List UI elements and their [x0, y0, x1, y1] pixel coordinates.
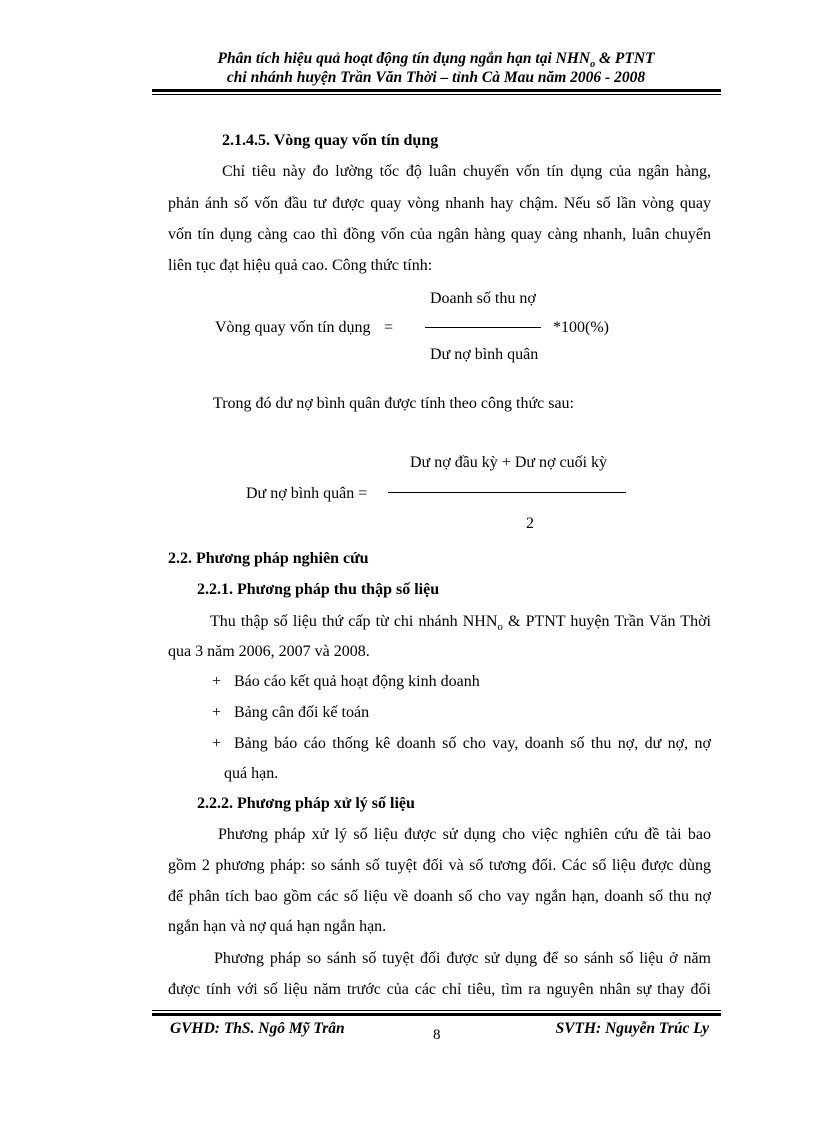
bullet-marker-1: + — [212, 673, 222, 690]
formula1-fraction-bar — [425, 327, 541, 328]
header-rule-thick — [152, 89, 721, 92]
formula2-numerator: Dư nợ đầu kỳ + Dư nợ cuối kỳ — [410, 454, 608, 471]
bullet-marker-3: + — [212, 735, 222, 752]
formula1-denominator: Dư nợ bình quân — [430, 346, 539, 363]
header-rule-thin — [152, 94, 721, 95]
running-header-line-2: chi nhánh huyện Trần Văn Thời – tỉnh Cà Mau năm 2006 - 2008 — [226, 69, 646, 86]
para-222b-line-2: được tính với số liệu năm trước của các chỉ tiêu, tìm ra nguyên nhân sự thay đổi — [168, 981, 711, 998]
footer-rule-thin — [152, 1010, 721, 1011]
para-222-line-4: ngắn hạn và nợ quá hạn ngắn hạn. — [168, 918, 387, 935]
formula2-denominator: 2 — [526, 515, 534, 532]
header-subscript: o — [590, 59, 596, 71]
para-222b-line-1: Phương pháp so sánh số tuyệt đối được sử dụng để so sánh số liệu ở năm — [214, 950, 711, 967]
footer-student: SVTH: Nguyễn Trúc Ly — [555, 1020, 709, 1037]
para-222-line-3: để phân tích bao gồm các số liệu về doanh số cho vay ngắn hạn, doanh số thu nợ — [168, 888, 711, 905]
para-2145-line-2: phản ánh số vốn đầu tư được quay vòng nhanh hay chậm. Nếu số lần vòng quay — [168, 195, 711, 212]
formula1-numerator: Doanh số thu nợ — [430, 290, 536, 307]
footer-supervisor: GVHD: ThS. Ngô Mỹ Trân — [170, 1020, 345, 1037]
formula1-lhs: Vòng quay vốn tín dụng — [215, 319, 371, 336]
formula2-intro: Trong đó dư nợ bình quân được tính theo công thức sau: — [213, 395, 574, 412]
heading-222: 2.2.2. Phương pháp xử lý số liệu — [197, 795, 415, 812]
formula2-lhs: Dư nợ bình quân = — [246, 485, 368, 502]
bullet-item-3: Bảng báo cáo thống kê doanh số cho vay, doanh số thu nợ, dư nợ, nợ — [234, 735, 711, 752]
heading-221: 2.2.1. Phương pháp thu thập số liệu — [197, 581, 440, 598]
para-2145-line-4: liên tục đạt hiệu quả cao. Công thức tính: — [168, 257, 433, 274]
page-number: 8 — [433, 1027, 441, 1043]
para-222-line-2: gồm 2 phương pháp: so sánh số tuyệt đối và số tương đối. Các số liệu được dùng — [168, 857, 711, 874]
para-2145-line-1: Chỉ tiêu này đo lường tốc độ luân chuyển vốn tín dụng của ngân hàng, — [222, 163, 711, 180]
heading-22: 2.2. Phương pháp nghiên cứu — [168, 550, 369, 567]
para-221-line-2: qua 3 năm 2006, 2007 và 2008. — [168, 643, 370, 660]
bullet-item-2: Bảng cân đối kế toán — [234, 704, 370, 721]
para-221-line-1: Thu thập số liệu thứ cấp từ chi nhánh $NHN_o$ & PTNT huyện Trần Văn Thời — [210, 613, 711, 634]
bullet-item-3-cont: quá hạn. — [224, 765, 279, 782]
formula1-suffix: *100(%) — [553, 319, 609, 336]
running-header-line-1: Phân tích hiệu quả hoạt động tín dụng ngắn hạn tại $NHN_o$ & PTNT — [217, 50, 655, 71]
para-222-line-1: Phương pháp xử lý số liệu được sử dụng cho việc nghiên cứu đề tài bao — [218, 826, 711, 843]
formula2-fraction-bar — [388, 492, 626, 493]
footer-rule-thick — [152, 1013, 721, 1016]
heading-2145: 2.1.4.5. Vòng quay vốn tín dụng — [222, 132, 439, 149]
bullet-item-1: Báo cáo kết quả hoạt động kinh doanh — [234, 673, 480, 690]
formula1-equals: = — [384, 319, 394, 336]
para-2145-line-3: vốn tín dụng càng cao thì đồng vốn của ngân hàng quay càng nhanh, luân chuyển — [168, 226, 711, 243]
bullet-marker-2: + — [212, 704, 222, 721]
nhno-subscript: o — [497, 621, 503, 634]
